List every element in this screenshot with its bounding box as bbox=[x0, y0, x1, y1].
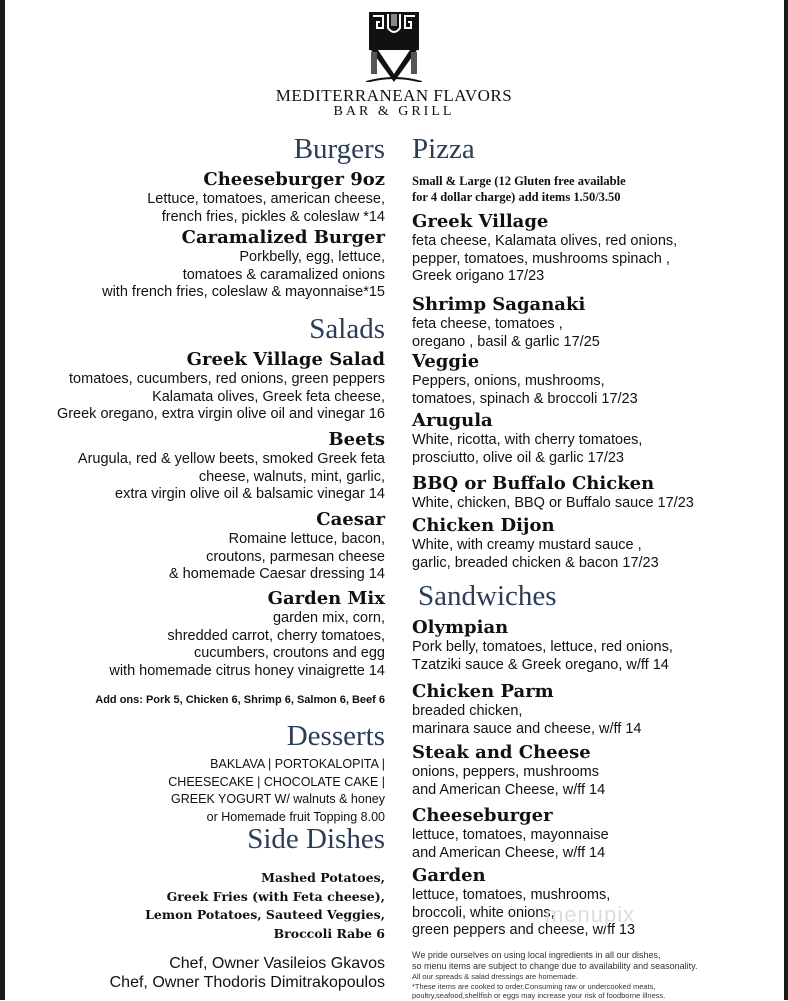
item-desc: cheese, walnuts, mint, garlic, bbox=[198, 468, 385, 485]
menu-notes bbox=[412, 950, 698, 1001]
section-heading-burgers: Burgers bbox=[293, 133, 385, 165]
item-desc: and American Cheese, w/ff 14 bbox=[412, 844, 606, 861]
menu-item bbox=[102, 227, 385, 302]
item-name: Olympian bbox=[412, 617, 509, 638]
menu-item bbox=[412, 742, 605, 799]
item-desc: prosciutto, olive oil & garlic 17/23 bbox=[412, 449, 624, 466]
item-name: Arugula bbox=[412, 410, 493, 431]
item-name: Garden Mix bbox=[267, 588, 385, 609]
brand-subtitle: BAR & GRILL bbox=[333, 104, 455, 119]
item-name: Steak and Cheese bbox=[412, 742, 591, 763]
page-border-right bbox=[784, 0, 788, 1000]
item-desc: garlic, breaded chicken & bacon 17/23 bbox=[412, 554, 659, 571]
side-dishes-list bbox=[145, 869, 385, 943]
menu-item bbox=[412, 294, 600, 351]
item-desc: Pork belly, tomatoes, lettuce, red onions, bbox=[412, 639, 673, 655]
item-desc: White, with creamy mustard sauce , bbox=[412, 537, 642, 553]
item-name: Caesar bbox=[316, 509, 385, 530]
note-line: We pride ourselves on using local ingredients in all our dishes, bbox=[412, 950, 661, 960]
item-desc: cucumbers, croutons and egg bbox=[193, 645, 385, 661]
item-desc: broccoli, white onions, bbox=[412, 904, 555, 921]
salad-addons: Add ons: Pork 5, Chicken 6, Shrimp 6, Salmon 6, Beef 6 bbox=[95, 694, 385, 706]
item-desc: pepper, tomatoes, mushrooms spinach , bbox=[412, 250, 670, 267]
menu-item bbox=[57, 349, 385, 424]
item-desc: green peppers and cheese, w/ff 13 bbox=[412, 922, 636, 938]
item-desc: tomatoes, cucumbers, red onions, green peppers bbox=[69, 371, 385, 387]
item-desc: Lettuce, tomatoes, american cheese, bbox=[147, 191, 385, 207]
item-name: Caramalized Burger bbox=[181, 227, 385, 248]
dessert-line: or Homemade fruit Topping 8.00 bbox=[206, 809, 385, 824]
side-dish-line: Mashed Potatoes, bbox=[261, 870, 385, 885]
item-desc: with homemade citrus honey vinaigrette 14 bbox=[109, 662, 385, 679]
item-desc: Greek oregano, extra virgin olive oil and vinegar 16 bbox=[56, 406, 385, 422]
restaurant-logo-icon bbox=[366, 12, 422, 82]
item-name: Garden bbox=[412, 865, 486, 886]
menu-item bbox=[412, 617, 673, 674]
pizza-intro bbox=[412, 173, 626, 205]
item-desc: tomatoes & caramalized onions bbox=[182, 266, 385, 283]
side-dish-line: Broccoli Rabe 6 bbox=[273, 925, 385, 941]
item-name: Cheeseburger bbox=[412, 805, 553, 826]
pizza-intro-line: for 4 dollar charge) add items 1.50/3.50 bbox=[412, 190, 621, 204]
item-name: Veggie bbox=[412, 351, 480, 372]
section-heading-salads: Salads bbox=[309, 313, 385, 345]
dessert-line: CHEESECAKE | CHOCOLATE CAKE | bbox=[168, 774, 385, 789]
item-name: Chicken Parm bbox=[412, 681, 554, 702]
item-desc: and American Cheese, w/ff 14 bbox=[412, 781, 606, 798]
section-heading-pizza: Pizza bbox=[412, 133, 475, 165]
menu-item bbox=[147, 169, 385, 226]
menu-item bbox=[412, 805, 609, 862]
dessert-line: GREEK YOGURT W/ walnuts & honey bbox=[171, 792, 385, 806]
item-desc: tomatoes, spinach & broccoli 17/23 bbox=[412, 390, 638, 407]
note-line: poultry,seafood,shellfish or eggs may increase your risk of foodborne illness. bbox=[412, 991, 666, 1000]
menu-item bbox=[78, 429, 385, 504]
chef-line: Chef, Owner Vasileios Gkavos bbox=[169, 955, 385, 972]
brand-name: MEDITERRANEAN FLAVORS bbox=[275, 86, 513, 105]
item-desc: with french fries, coleslaw & mayonnaise*15 bbox=[102, 284, 385, 300]
item-desc: White, chicken, BBQ or Buffalo sauce 17/23 bbox=[412, 495, 694, 511]
page-border-left bbox=[0, 0, 5, 1000]
desserts-list bbox=[168, 756, 385, 826]
menu-item bbox=[412, 351, 638, 408]
watermark: menupix bbox=[545, 902, 636, 927]
item-name: Greek Village Salad bbox=[186, 349, 385, 370]
item-desc: oregano , basil & garlic 17/25 bbox=[412, 333, 600, 350]
item-name: Cheeseburger 9oz bbox=[203, 169, 385, 190]
side-dish-line: Lemon Potatoes, Sauteed Veggies, bbox=[145, 907, 385, 922]
item-desc: Tzatziki sauce & Greek oregano, w/ff 14 bbox=[412, 656, 669, 673]
item-desc: Porkbelly, egg, lettuce, bbox=[239, 249, 385, 265]
menu-item bbox=[412, 515, 659, 572]
item-desc: shredded carrot, cherry tomatoes, bbox=[167, 627, 385, 644]
menu-item bbox=[412, 211, 677, 286]
item-desc: & homemade Caesar dressing 14 bbox=[168, 566, 385, 582]
item-desc: Romaine lettuce, bacon, bbox=[228, 531, 385, 547]
item-name: Greek Village bbox=[412, 211, 549, 232]
menu-item bbox=[169, 509, 385, 584]
item-desc: feta cheese, Kalamata olives, red onions, bbox=[412, 233, 678, 249]
note-line: so menu items are subject to change due to availability and seasonality. bbox=[412, 961, 698, 971]
item-name: Chicken Dijon bbox=[412, 515, 555, 536]
section-heading-side-dishes: Side Dishes bbox=[247, 823, 385, 855]
section-heading-desserts: Desserts bbox=[286, 720, 385, 752]
item-desc: Peppers, onions, mushrooms, bbox=[412, 373, 605, 389]
item-desc: breaded chicken, bbox=[412, 703, 523, 719]
item-desc: extra virgin olive oil & balsamic vinegar 14 bbox=[115, 486, 385, 502]
menu-item bbox=[412, 410, 642, 467]
item-desc: Arugula, red & yellow beets, smoked Greek feta bbox=[77, 451, 385, 467]
note-line: All our spreads & salad dressings are homemade. bbox=[412, 972, 578, 981]
chef-credits bbox=[110, 954, 385, 992]
item-desc: Kalamata olives, Greek feta cheese, bbox=[152, 388, 385, 405]
side-dish-line: Greek Fries (with Feta cheese), bbox=[166, 888, 385, 904]
dessert-line: BAKLAVA | PORTOKALOPITA | bbox=[210, 757, 385, 771]
item-desc: lettuce, tomatoes, mushrooms, bbox=[412, 887, 611, 903]
item-desc: Greek origano 17/23 bbox=[412, 268, 545, 284]
menu-item bbox=[109, 588, 385, 680]
item-desc: croutons, parmesan cheese bbox=[206, 548, 385, 565]
menu-item bbox=[412, 473, 694, 513]
item-desc: onions, peppers, mushrooms bbox=[412, 764, 599, 780]
section-heading-sandwiches: Sandwiches bbox=[418, 580, 557, 612]
menu-item bbox=[412, 681, 641, 738]
item-name: BBQ or Buffalo Chicken bbox=[412, 473, 655, 494]
item-desc: garden mix, corn, bbox=[272, 610, 385, 626]
item-desc: lettuce, tomatoes, mayonnaise bbox=[412, 827, 609, 843]
item-name: Shrimp Saganaki bbox=[412, 294, 586, 315]
pizza-intro-line: Small & Large (12 Gluten free available bbox=[412, 174, 626, 188]
item-desc: feta cheese, tomatoes , bbox=[412, 316, 563, 332]
item-desc: White, ricotta, with cherry tomatoes, bbox=[412, 432, 643, 448]
item-name: Beets bbox=[328, 429, 385, 450]
note-line: *These items are cooked to order.Consuming raw or undercooked meats, bbox=[412, 981, 656, 991]
chef-line: Chef, Owner Thodoris Dimitrakopoulos bbox=[109, 974, 385, 991]
item-desc: french fries, pickles & coleslaw *14 bbox=[161, 208, 385, 225]
item-desc: marinara sauce and cheese, w/ff 14 bbox=[412, 720, 642, 737]
